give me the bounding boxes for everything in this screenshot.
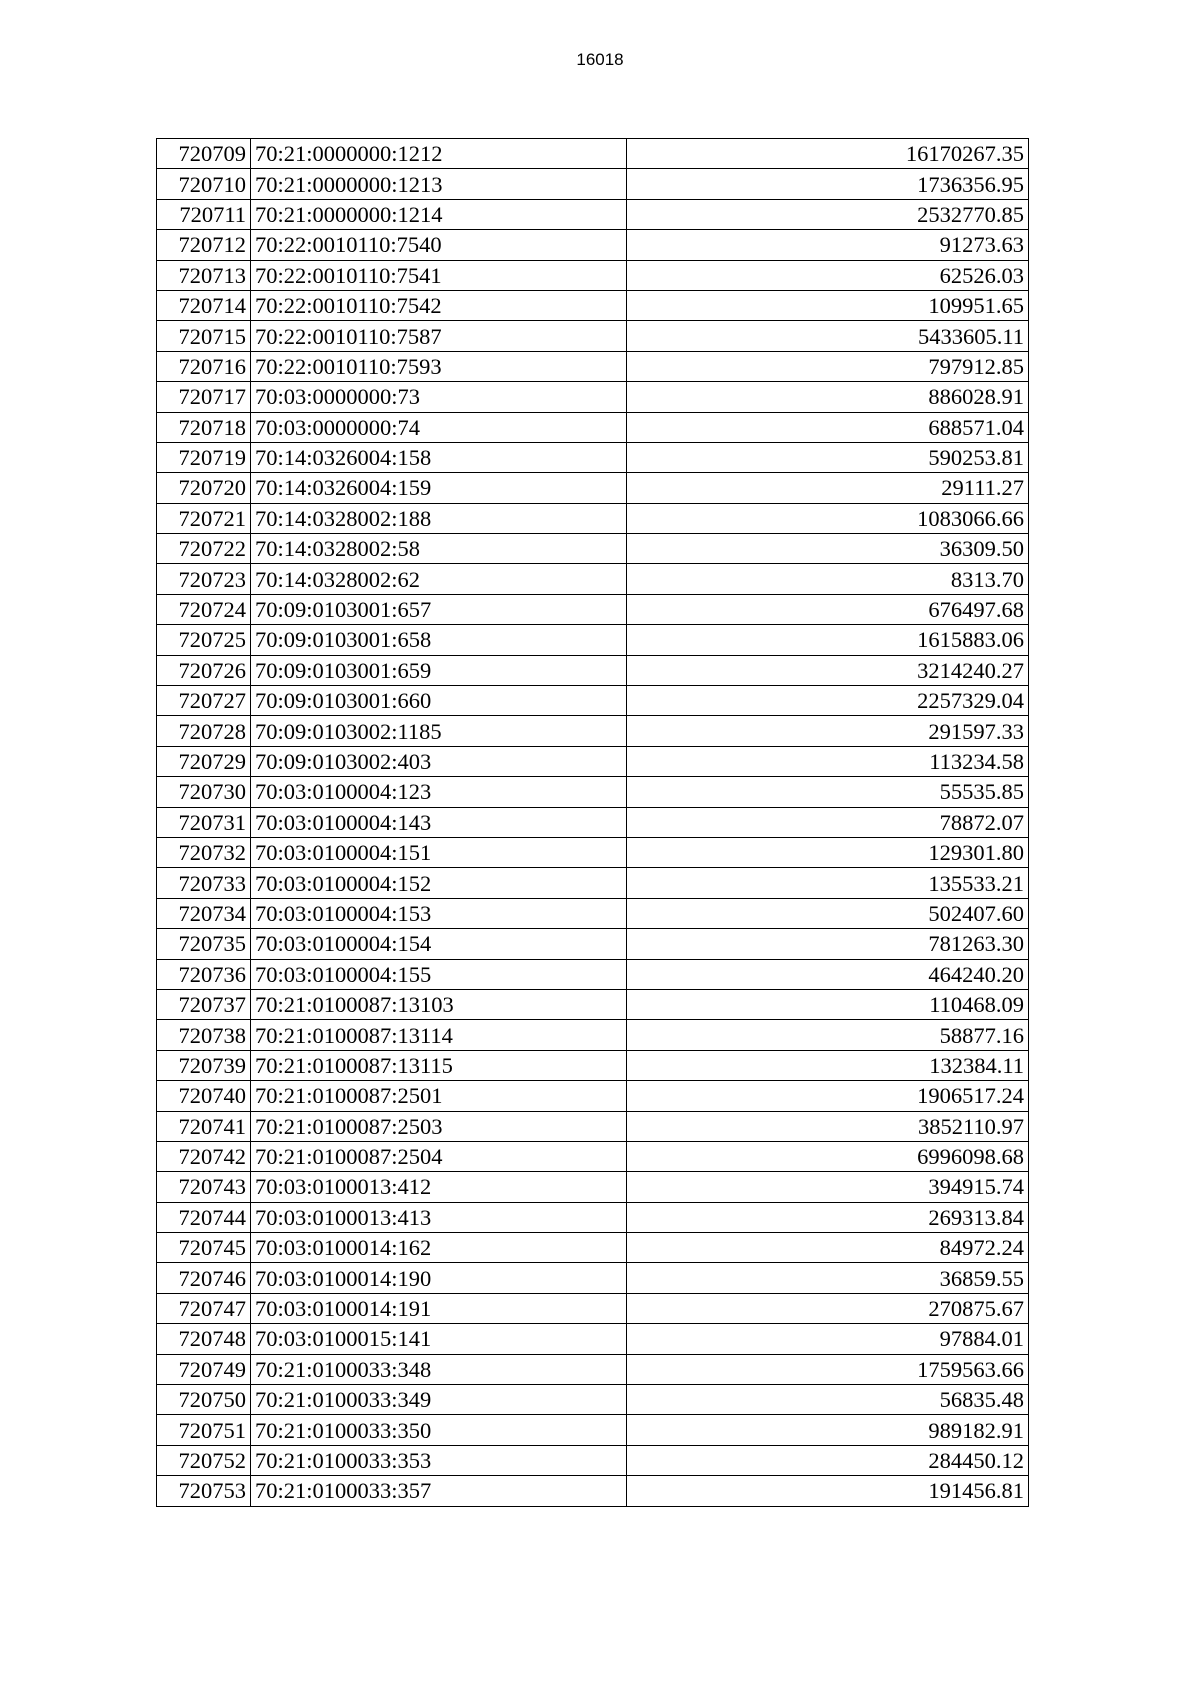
table-row: [157, 169, 1029, 199]
table-row: [157, 199, 1029, 229]
table-row: [157, 1233, 1029, 1263]
table-row: [157, 260, 1029, 290]
page-number: 16018: [576, 50, 624, 69]
row-number-cell: 720740: [157, 1081, 251, 1111]
row-number-cell: 720718: [157, 412, 251, 442]
table-row: [157, 1445, 1029, 1475]
table-row: [157, 412, 1029, 442]
value-cell: 84972.24: [627, 1233, 1029, 1263]
row-number-cell: 720717: [157, 382, 251, 412]
cadastral-number-cell: 70:21:0100087:2504: [251, 1141, 627, 1171]
cadastral-number-cell: 70:21:0100087:2501: [251, 1081, 627, 1111]
value-cell: 2257329.04: [627, 686, 1029, 716]
row-number-cell: 720727: [157, 686, 251, 716]
cadastral-number-cell: 70:21:0000000:1212: [251, 139, 627, 169]
value-cell: 270875.67: [627, 1293, 1029, 1323]
table-row: [157, 868, 1029, 898]
cadastral-number-cell: 70:03:0100004:155: [251, 959, 627, 989]
cadastral-number-cell: 70:03:0100015:141: [251, 1324, 627, 1354]
row-number-cell: 720745: [157, 1233, 251, 1263]
table-row: [157, 1293, 1029, 1323]
row-number-cell: 720733: [157, 868, 251, 898]
row-number-cell: 720715: [157, 321, 251, 351]
row-number-cell: 720743: [157, 1172, 251, 1202]
table-row: [157, 1354, 1029, 1384]
table-row: [157, 1263, 1029, 1293]
value-cell: 58877.16: [627, 1020, 1029, 1050]
value-cell: 135533.21: [627, 868, 1029, 898]
value-cell: 291597.33: [627, 716, 1029, 746]
row-number-cell: 720736: [157, 959, 251, 989]
cadastral-number-cell: 70:22:0010110:7587: [251, 321, 627, 351]
cadastral-number-cell: 70:03:0100013:413: [251, 1202, 627, 1232]
value-cell: 590253.81: [627, 442, 1029, 472]
row-number-cell: 720752: [157, 1445, 251, 1475]
value-cell: 3214240.27: [627, 655, 1029, 685]
cadastral-number-cell: 70:21:0100033:348: [251, 1354, 627, 1384]
row-number-cell: 720719: [157, 442, 251, 472]
table-row: [157, 655, 1029, 685]
value-cell: 1736356.95: [627, 169, 1029, 199]
cadastral-number-cell: 70:21:0100033:350: [251, 1415, 627, 1445]
value-cell: 56835.48: [627, 1385, 1029, 1415]
table-row: [157, 290, 1029, 320]
row-number-cell: 720738: [157, 1020, 251, 1050]
value-cell: 1615883.06: [627, 625, 1029, 655]
cadastral-number-cell: 70:03:0100004:154: [251, 929, 627, 959]
cadastral-number-cell: 70:03:0000000:74: [251, 412, 627, 442]
cadastral-number-cell: 70:03:0100013:412: [251, 1172, 627, 1202]
table-body: [157, 139, 1029, 1507]
table-row: [157, 594, 1029, 624]
cadastral-number-cell: 70:09:0103001:660: [251, 686, 627, 716]
cadastral-number-cell: 70:09:0103002:1185: [251, 716, 627, 746]
table-row: [157, 959, 1029, 989]
value-cell: 113234.58: [627, 746, 1029, 776]
value-cell: 16170267.35: [627, 139, 1029, 169]
row-number-cell: 720728: [157, 716, 251, 746]
table-row: [157, 807, 1029, 837]
row-number-cell: 720721: [157, 503, 251, 533]
value-cell: 2532770.85: [627, 199, 1029, 229]
table-row: [157, 777, 1029, 807]
value-cell: 5433605.11: [627, 321, 1029, 351]
value-cell: 3852110.97: [627, 1111, 1029, 1141]
cadastral-number-cell: 70:14:0326004:158: [251, 442, 627, 472]
value-cell: 129301.80: [627, 837, 1029, 867]
value-cell: 109951.65: [627, 290, 1029, 320]
cadastral-number-cell: 70:21:0100033:349: [251, 1385, 627, 1415]
table-row: [157, 1324, 1029, 1354]
cadastral-number-cell: 70:03:0100014:191: [251, 1293, 627, 1323]
table-row: [157, 1141, 1029, 1171]
value-cell: 284450.12: [627, 1445, 1029, 1475]
value-cell: 394915.74: [627, 1172, 1029, 1202]
cadastral-number-cell: 70:14:0328002:58: [251, 534, 627, 564]
cadastral-number-cell: 70:09:0103001:657: [251, 594, 627, 624]
value-cell: 989182.91: [627, 1415, 1029, 1445]
row-number-cell: 720742: [157, 1141, 251, 1171]
table-row: [157, 746, 1029, 776]
value-cell: 78872.07: [627, 807, 1029, 837]
row-number-cell: 720722: [157, 534, 251, 564]
value-cell: 55535.85: [627, 777, 1029, 807]
cadastral-number-cell: 70:21:0000000:1214: [251, 199, 627, 229]
table-row: [157, 351, 1029, 381]
value-cell: 781263.30: [627, 929, 1029, 959]
row-number-cell: 720725: [157, 625, 251, 655]
value-cell: 191456.81: [627, 1476, 1029, 1506]
value-cell: 797912.85: [627, 351, 1029, 381]
table-row: [157, 442, 1029, 472]
table-row: [157, 321, 1029, 351]
table-row: [157, 139, 1029, 169]
row-number-cell: 720750: [157, 1385, 251, 1415]
cadastral-number-cell: 70:03:0100004:123: [251, 777, 627, 807]
cadastral-number-cell: 70:03:0100014:162: [251, 1233, 627, 1263]
row-number-cell: 720753: [157, 1476, 251, 1506]
row-number-cell: 720741: [157, 1111, 251, 1141]
table-row: [157, 837, 1029, 867]
cadastral-number-cell: 70:14:0328002:62: [251, 564, 627, 594]
cadastral-number-cell: 70:03:0000000:73: [251, 382, 627, 412]
row-number-cell: 720729: [157, 746, 251, 776]
cadastral-number-cell: 70:09:0103001:659: [251, 655, 627, 685]
value-cell: 91273.63: [627, 230, 1029, 260]
row-number-cell: 720730: [157, 777, 251, 807]
cadastral-number-cell: 70:21:0100087:13115: [251, 1050, 627, 1080]
row-number-cell: 720723: [157, 564, 251, 594]
table-row: [157, 503, 1029, 533]
cadastral-number-cell: 70:03:0100004:143: [251, 807, 627, 837]
cadastral-number-cell: 70:03:0100014:190: [251, 1263, 627, 1293]
cadastral-number-cell: 70:22:0010110:7541: [251, 260, 627, 290]
value-cell: 1906517.24: [627, 1081, 1029, 1111]
table-row: [157, 1050, 1029, 1080]
table-row: [157, 686, 1029, 716]
cadastral-number-cell: 70:22:0010110:7593: [251, 351, 627, 381]
table-row: [157, 1476, 1029, 1506]
table-row: [157, 564, 1029, 594]
value-cell: 886028.91: [627, 382, 1029, 412]
row-number-cell: 720711: [157, 199, 251, 229]
table-row: [157, 473, 1029, 503]
cadastral-number-cell: 70:09:0103002:403: [251, 746, 627, 776]
row-number-cell: 720726: [157, 655, 251, 685]
row-number-cell: 720746: [157, 1263, 251, 1293]
table-row: [157, 1081, 1029, 1111]
cadastral-number-cell: 70:21:0100087:13103: [251, 989, 627, 1019]
row-number-cell: 720713: [157, 260, 251, 290]
cadastral-number-cell: 70:21:0100087:13114: [251, 1020, 627, 1050]
value-cell: 36859.55: [627, 1263, 1029, 1293]
row-number-cell: 720714: [157, 290, 251, 320]
table-row: [157, 625, 1029, 655]
row-number-cell: 720731: [157, 807, 251, 837]
table-row: [157, 1415, 1029, 1445]
table-row: [157, 989, 1029, 1019]
cadastral-number-cell: 70:21:0100033:357: [251, 1476, 627, 1506]
value-cell: 132384.11: [627, 1050, 1029, 1080]
cadastral-number-cell: 70:22:0010110:7540: [251, 230, 627, 260]
cadastral-number-cell: 70:21:0100033:353: [251, 1445, 627, 1475]
table-row: [157, 929, 1029, 959]
row-number-cell: 720716: [157, 351, 251, 381]
cadastral-number-cell: 70:03:0100004:151: [251, 837, 627, 867]
row-number-cell: 720712: [157, 230, 251, 260]
row-number-cell: 720737: [157, 989, 251, 1019]
value-cell: 8313.70: [627, 564, 1029, 594]
value-cell: 502407.60: [627, 898, 1029, 928]
table-row: [157, 382, 1029, 412]
value-cell: 688571.04: [627, 412, 1029, 442]
row-number-cell: 720710: [157, 169, 251, 199]
row-number-cell: 720744: [157, 1202, 251, 1232]
data-table: [156, 138, 1029, 1507]
cadastral-number-cell: 70:03:0100004:152: [251, 868, 627, 898]
value-cell: 36309.50: [627, 534, 1029, 564]
table-row: [157, 534, 1029, 564]
cadastral-number-cell: 70:03:0100004:153: [251, 898, 627, 928]
table-row: [157, 1020, 1029, 1050]
row-number-cell: 720734: [157, 898, 251, 928]
row-number-cell: 720751: [157, 1415, 251, 1445]
value-cell: 29111.27: [627, 473, 1029, 503]
cadastral-number-cell: 70:14:0328002:188: [251, 503, 627, 533]
cadastral-number-cell: 70:14:0326004:159: [251, 473, 627, 503]
value-cell: 1083066.66: [627, 503, 1029, 533]
cadastral-number-cell: 70:09:0103001:658: [251, 625, 627, 655]
value-cell: 97884.01: [627, 1324, 1029, 1354]
table-row: [157, 1385, 1029, 1415]
row-number-cell: 720709: [157, 139, 251, 169]
value-cell: 1759563.66: [627, 1354, 1029, 1384]
row-number-cell: 720735: [157, 929, 251, 959]
cadastral-number-cell: 70:21:0000000:1213: [251, 169, 627, 199]
value-cell: 62526.03: [627, 260, 1029, 290]
table-row: [157, 898, 1029, 928]
row-number-cell: 720720: [157, 473, 251, 503]
table-row: [157, 716, 1029, 746]
row-number-cell: 720749: [157, 1354, 251, 1384]
cadastral-number-cell: 70:21:0100087:2503: [251, 1111, 627, 1141]
cadastral-number-cell: 70:22:0010110:7542: [251, 290, 627, 320]
table-row: [157, 1111, 1029, 1141]
row-number-cell: 720747: [157, 1293, 251, 1323]
table-row: [157, 1172, 1029, 1202]
table-row: [157, 230, 1029, 260]
row-number-cell: 720732: [157, 837, 251, 867]
row-number-cell: 720739: [157, 1050, 251, 1080]
row-number-cell: 720748: [157, 1324, 251, 1354]
table-row: [157, 1202, 1029, 1232]
value-cell: 676497.68: [627, 594, 1029, 624]
value-cell: 110468.09: [627, 989, 1029, 1019]
value-cell: 6996098.68: [627, 1141, 1029, 1171]
value-cell: 464240.20: [627, 959, 1029, 989]
value-cell: 269313.84: [627, 1202, 1029, 1232]
row-number-cell: 720724: [157, 594, 251, 624]
